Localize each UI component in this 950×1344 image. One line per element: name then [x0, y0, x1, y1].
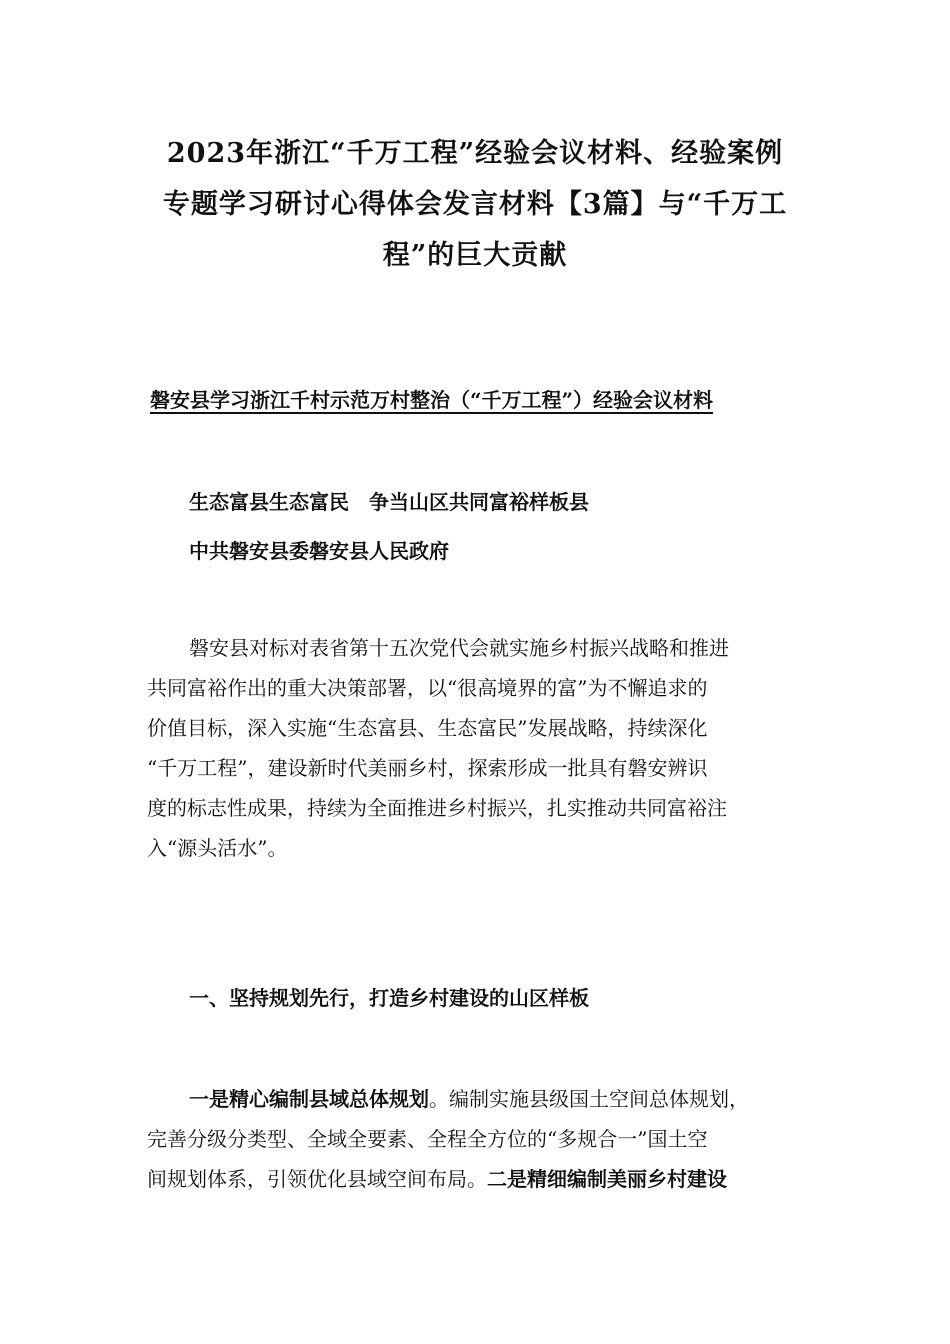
author-line: 中共磐安县委磐安县人民政府 — [189, 539, 449, 563]
title-line: 2023年浙江“千万工程”经验会议材料、经验案例 — [166, 138, 784, 169]
paragraph-text: 。编制实施县级国土空间总体规划， — [429, 1087, 749, 1111]
document-title — [130, 128, 820, 281]
section-heading-one: 一、坚持规划先行，打造乡村建设的山区样板 — [189, 986, 589, 1010]
paragraph-line: 入“源头活水”。 — [147, 836, 288, 860]
paragraph-intro — [147, 628, 729, 868]
title-line: 专题学习研讨心得体会发言材料【3篇】与“千万工 — [162, 189, 788, 220]
section-title: 磐安县学习浙江千村示范万村整治（“千万工程”）经验会议材料 — [150, 388, 714, 412]
paragraph-line: “千万工程”，建设新时代美丽乡村，探索形成一批具有磐安辨识 — [147, 756, 708, 780]
paragraph-line: 磐安县对标对表省第十五次党代会就实施乡村振兴战略和推进 — [189, 636, 729, 660]
paragraph-line — [147, 1079, 749, 1119]
paragraph-line: 度的标志性成果，持续为全面推进乡村振兴，扎实推动共同富裕注 — [147, 796, 727, 820]
paragraph-line: 共同富裕作出的重大决策部署，以“很高境界的富”为不懈追求的 — [147, 676, 708, 700]
paragraph-line: 价值目标，深入实施“生态富县、生态富民”发展战略，持续深化 — [147, 716, 708, 740]
paragraph-line: 完善分级分类型、全域全要素、全程全方位的“多规合一”国土空 — [147, 1127, 708, 1151]
bold-lead-text: 一是精心编制县域总体规划 — [189, 1087, 429, 1111]
title-line: 程”的巨大贡献 — [382, 240, 568, 271]
paragraph-line — [147, 1159, 749, 1199]
paragraph-planning — [147, 1079, 749, 1199]
bold-lead-text: 二是精细编制美丽乡村建设 — [487, 1167, 727, 1191]
subtitle: 生态富县生态富民 争当山区共同富裕样板县 — [189, 490, 589, 514]
paragraph-text: 间规划体系，引领优化县域空间布局。 — [147, 1167, 487, 1191]
